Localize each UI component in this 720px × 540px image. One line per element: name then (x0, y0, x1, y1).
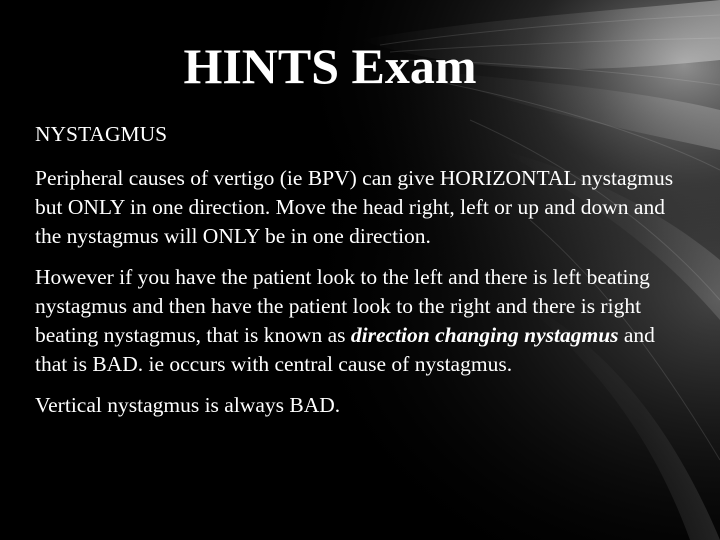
section-heading: NYSTAGMUS (35, 122, 168, 146)
slide-title: HINTS Exam (183, 38, 477, 94)
paragraph-direction-changing-lead: However if you have the patient look to the left and there is left beating nystagmus and then have the patient look to the right and there is right beating nystagmus, that is known as (35, 265, 650, 347)
paragraph-peripheral: Peripheral causes of vertigo (ie BPV) can give HORIZONTAL nystagmus but ONLY in one direction. Move the head right, left or up and down and the nystagmus will ONLY be in one direction. (35, 166, 674, 248)
paragraph-direction-changing-tail: and that is BAD. ie occurs with central cause of nystagmus. (35, 323, 655, 376)
slide-body (35, 120, 675, 432)
emphasis-direction-changing: direction changing nystagmus (350, 323, 619, 347)
paragraph-direction-changing (35, 263, 675, 379)
paragraph-vertical: Vertical nystagmus is always BAD. (35, 393, 341, 417)
